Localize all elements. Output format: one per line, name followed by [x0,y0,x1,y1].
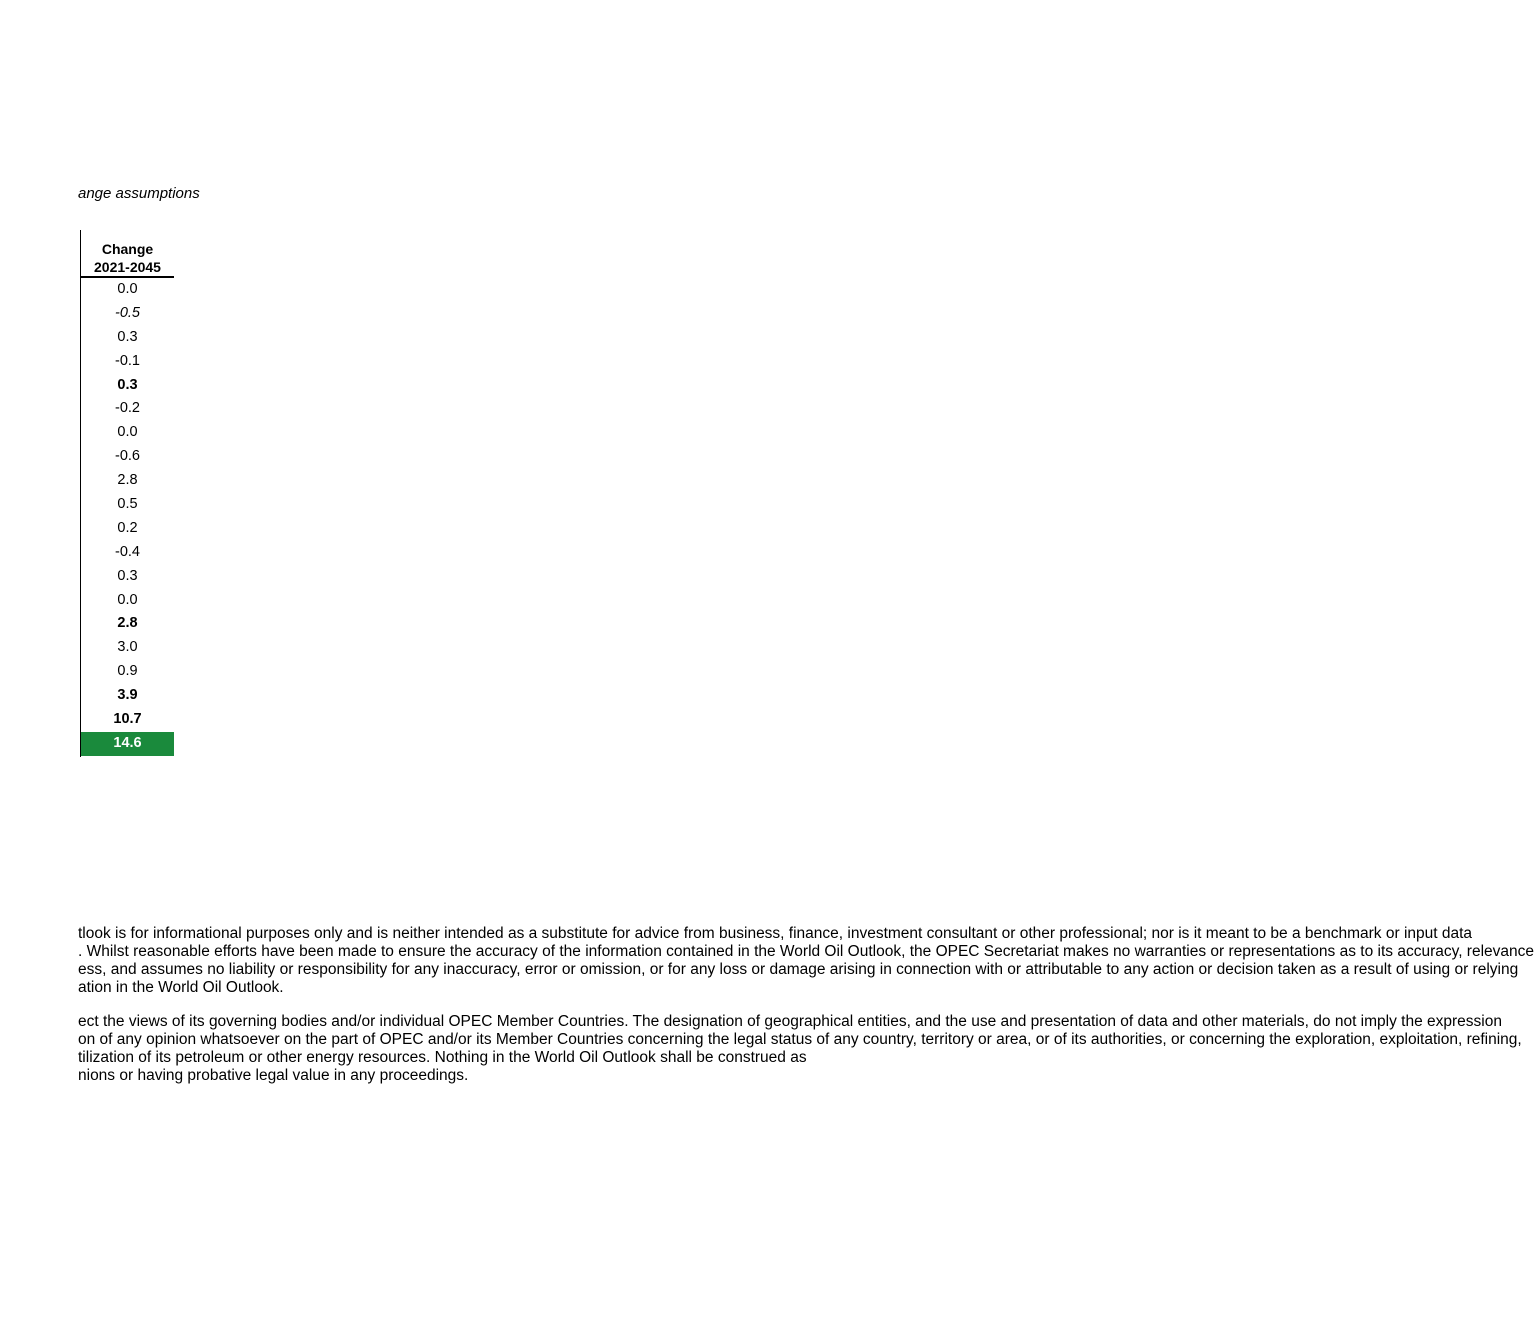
value-cell: 0.9 [117,663,138,680]
disclaimer-line: tilization of its petroleum or other energy resources. Nothing in the World Oil Outlook shall be construed as [78,1049,807,1066]
value-cell: -0.2 [115,400,140,417]
disclaimer-line: nions or having probative legal value in any proceedings. [78,1067,469,1084]
value-cell: 0.2 [117,519,138,536]
value-cell: 3.0 [117,639,138,656]
value-cell: -0.6 [115,448,140,465]
disclaimer-paragraph-2 [78,1013,1522,1085]
value-cell: 0.3 [117,567,138,584]
value-cell: 3.9 [117,687,138,704]
disclaimer-paragraph-1 [78,925,1534,997]
change-values-column [81,278,174,756]
disclaimer-line: ess, and assumes no liability or responsibility for any inaccuracy, error or omission, or for any loss or damage arising in connection with or attributable to any action or decision taken as a result of using or relying [78,961,1519,978]
disclaimer-line: tlook is for informational purposes only and is neither intended as a substitute for advice from business, finance, investment consultant or other professional; nor is it meant to be a benchmark or input data [78,925,1473,942]
column-header-line2: 2021-2045 [94,259,161,275]
value-cell: -0.5 [115,304,140,321]
value-cell: -0.1 [115,352,140,369]
disclaimer-line: ect the views of its governing bodies and/or individual OPEC Member Countries. The designation of geographical entities, and the use and presentation of data and other materials, do not imply the expression [78,1013,1502,1030]
value-cell: 0.3 [117,328,138,345]
disclaimer-line: on of any opinion whatsoever on the part of OPEC and/or its Member Countries concerning the legal status of any country, territory or area, or of its authorities, or concerning the exploration, exploitation, refining, [78,1031,1522,1048]
value-cell: 0.0 [117,424,138,441]
total-value-cell: 14.6 [81,732,174,756]
disclaimer-line: . Whilst reasonable efforts have been made to ensure the accuracy of the information contained in the World Oil Outlook, the OPEC Secretariat makes no warranties or representations as to its accuracy, relevance [78,943,1534,960]
disclaimer-line: ation in the World Oil Outlook. [78,979,284,996]
column-header-change [81,240,174,278]
table-subtitle: ange assumptions [78,185,200,202]
value-cell: 10.7 [113,711,142,728]
value-cell: 0.3 [117,376,138,393]
value-cell: 2.8 [117,615,138,632]
column-header-line1: Change [101,241,154,257]
value-cell: -0.4 [115,543,140,560]
value-cell: 0.0 [117,281,138,297]
value-cell: 0.5 [117,496,138,513]
value-cell: 2.8 [117,472,138,489]
value-cell: 0.0 [117,591,138,608]
